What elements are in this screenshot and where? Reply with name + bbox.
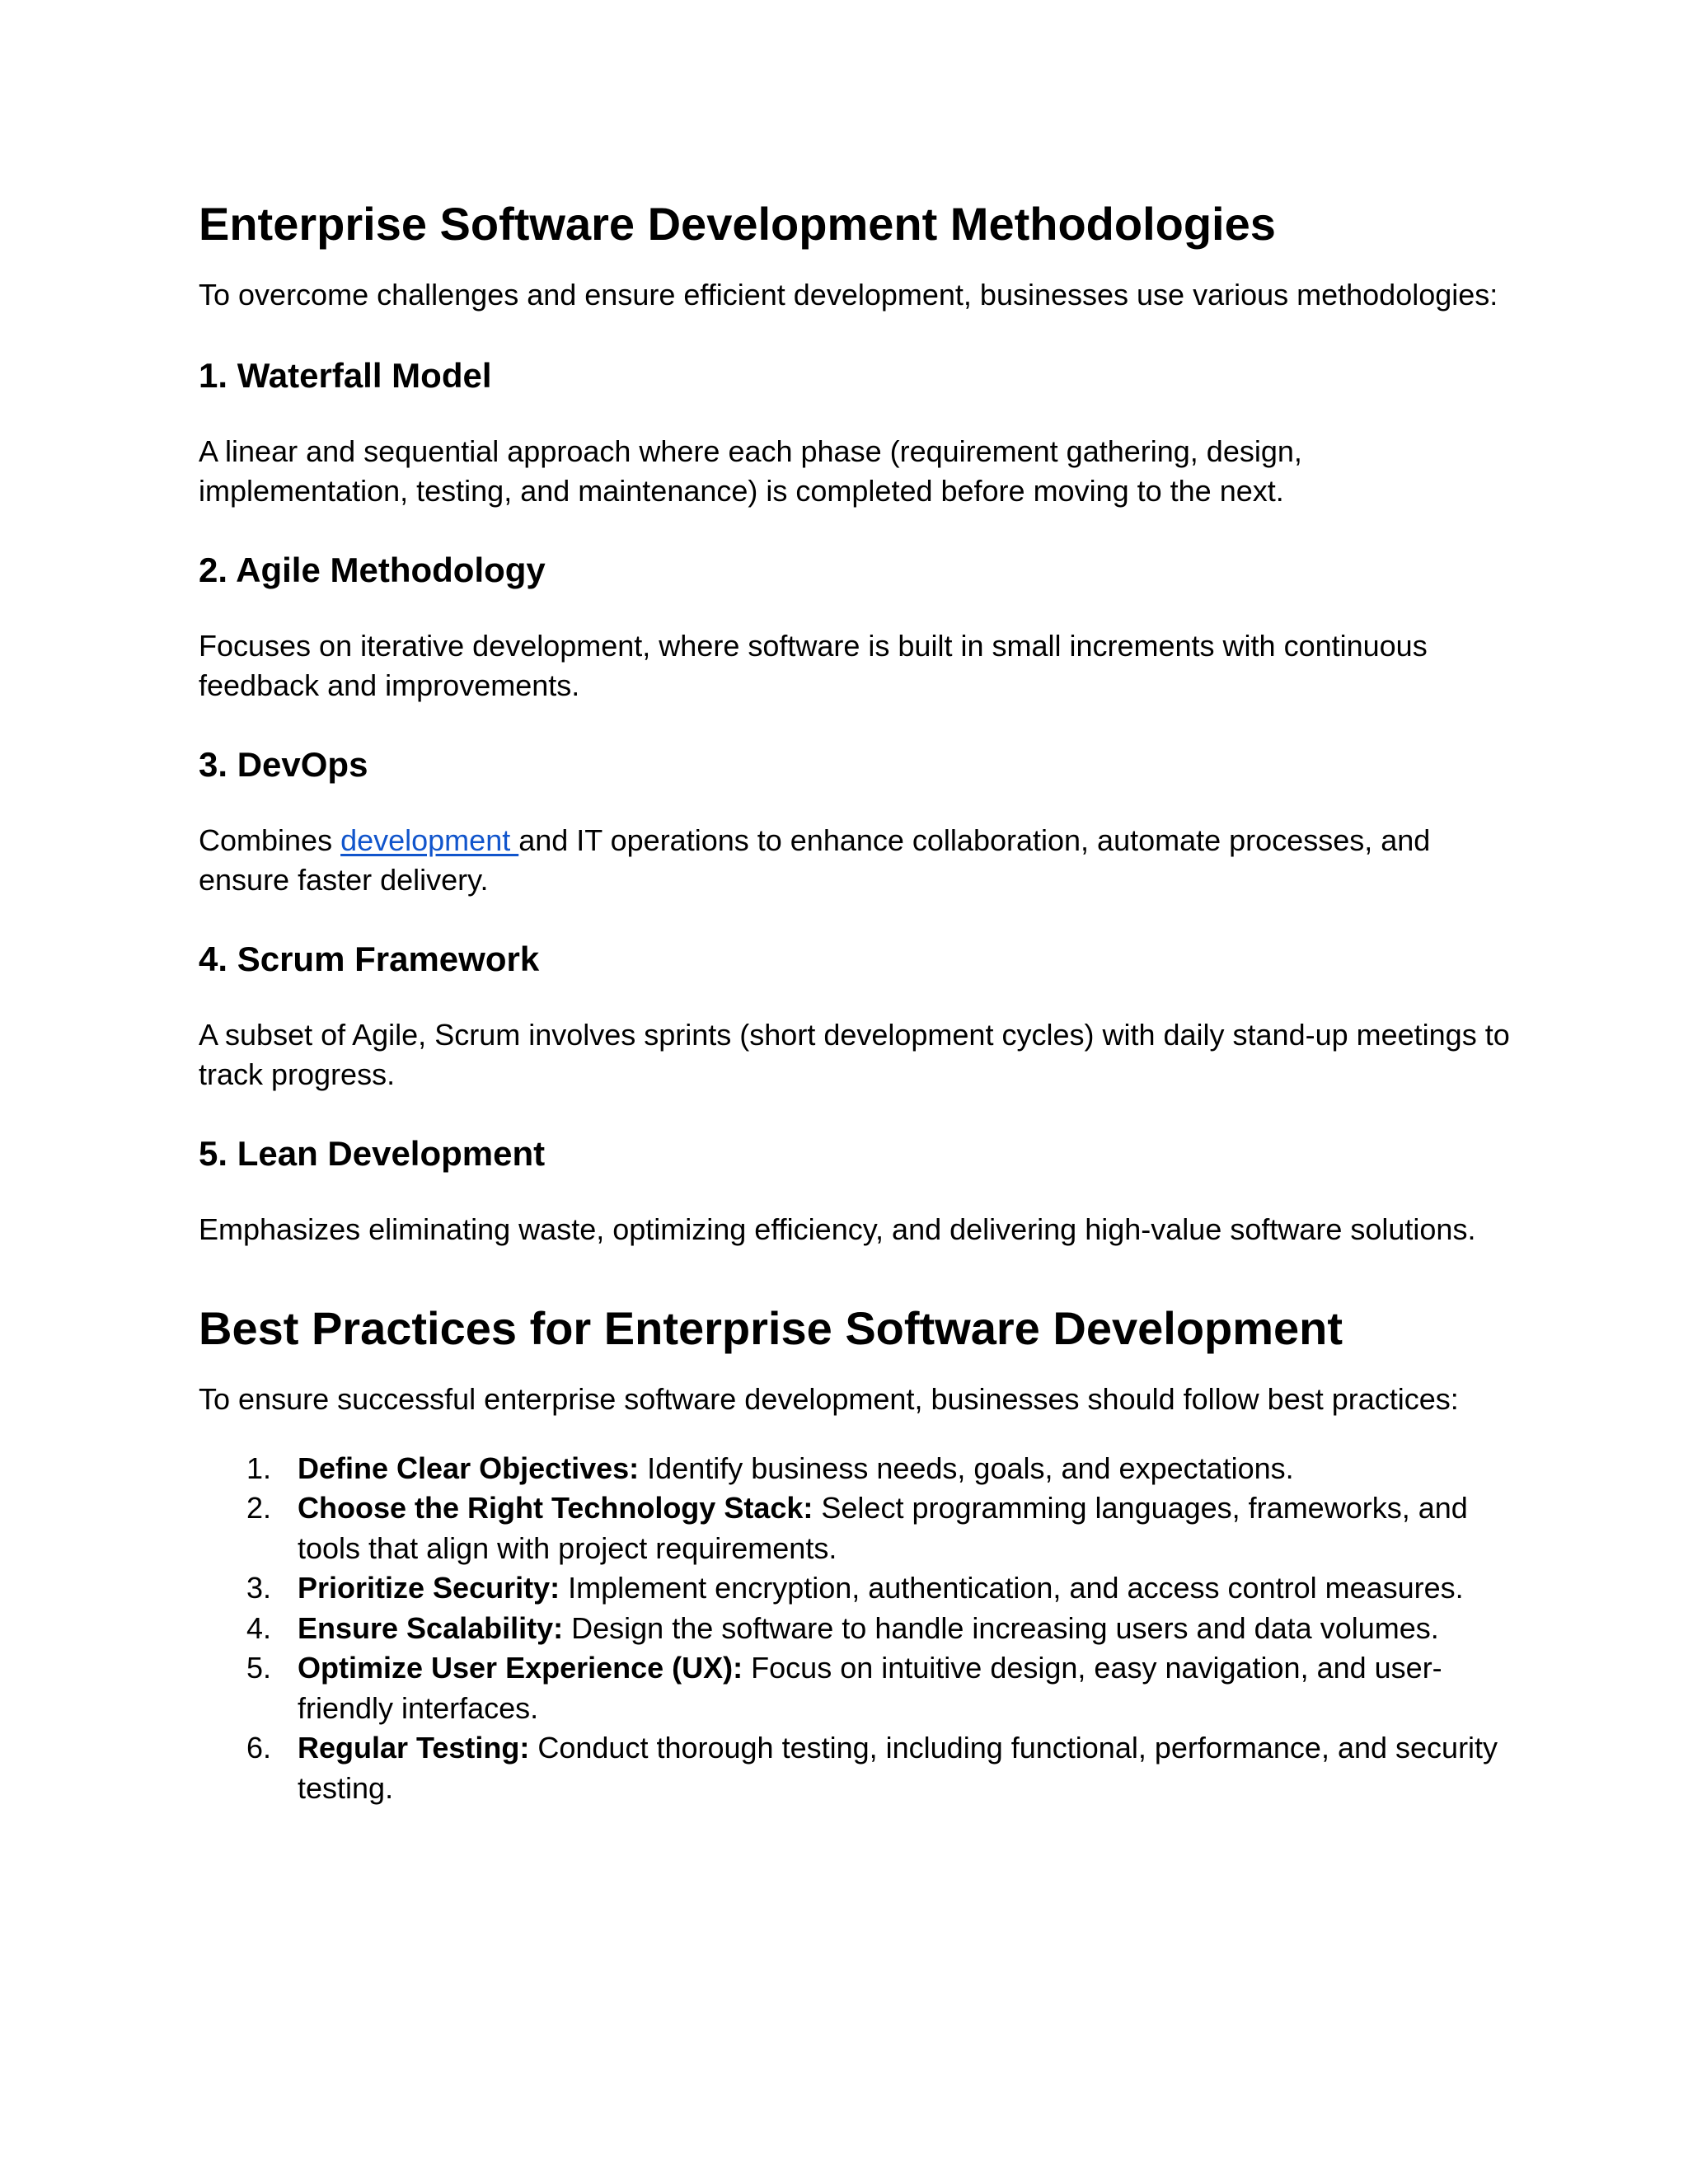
list-item-label: Prioritize Security: [298,1571,560,1605]
list-item-number: 2. [246,1491,272,1525]
list-item [199,1568,1517,1609]
method-heading-devops: 3. DevOps [199,744,368,784]
method-heading-waterfall: 1. Waterfall Model [199,355,492,395]
devops-text-after: and IT operations to enhance collaboration, automate processes, and ensure faster delivery. [199,823,1431,897]
list-item-label: Define Clear Objectives: [298,1451,640,1485]
list-item-text: Identify business needs, goals, and expectations. [639,1451,1294,1485]
list-item-number: 1. [246,1451,272,1485]
list-item [199,1648,1517,1728]
method-heading-agile: 2. Agile Methodology [199,550,546,589]
list-item-text: Implement encryption, authentication, and access control measures. [560,1571,1464,1605]
method-text-lean: Emphasizes eliminating waste, optimizing efficiency, and delivering high-value software solutions. [199,1212,1476,1246]
list-item [199,1728,1517,1808]
devops-text-before: Combines [199,823,341,857]
list-item [199,1449,1517,1489]
method-text-scrum: A subset of Agile, Scrum involves sprints (short development cycles) with daily stand-up meetings to track progress. [199,1017,1510,1091]
list-item [199,1488,1517,1568]
document-body [199,194,1517,1808]
methodologies-intro: To overcome challenges and ensure efficient development, businesses use various methodologies: [199,278,1498,312]
method-heading-scrum: 4. Scrum Framework [199,939,540,978]
method-heading-lean: 5. Lean Development [199,1133,546,1173]
best-practices-intro: To ensure successful enterprise software development, businesses should follow best practices: [199,1382,1459,1416]
list-item [199,1609,1517,1649]
method-text-agile: Focuses on iterative development, where software is built in small increments with continuous feedback and improvements. [199,628,1428,702]
list-item-number: 6. [246,1731,272,1765]
development-link[interactable]: development [340,823,519,857]
method-text-waterfall: A linear and sequential approach where each phase (requirement gathering, design, implementation, testing, and maintenance) is completed before moving to the next. [199,434,1302,508]
list-item-number: 4. [246,1610,272,1645]
section-title-methodologies: Enterprise Software Development Methodologies [199,198,1276,250]
list-item-text: Design the software to handle increasing users and data volumes. [563,1610,1439,1645]
list-item-label: Choose the Right Technology Stack: [298,1491,814,1525]
list-item-text: Focus on intuitive design, easy navigation, and user-friendly interfaces. [298,1651,1442,1725]
list-item-text: Select programming languages, frameworks, and tools that align with project requirements. [298,1491,1468,1565]
list-item-label: Ensure Scalability: [298,1610,564,1645]
method-text-devops [199,821,1517,901]
list-item-number: 5. [246,1651,272,1685]
list-item-label: Regular Testing: [298,1731,530,1765]
best-practices-list [199,1449,1517,1809]
section-title-best-practices: Best Practices for Enterprise Software Development [199,1302,1343,1354]
list-item-text: Conduct thorough testing, including functional, performance, and security testing. [298,1731,1498,1805]
list-item-label: Optimize User Experience (UX): [298,1651,743,1685]
list-item-number: 3. [246,1571,272,1605]
